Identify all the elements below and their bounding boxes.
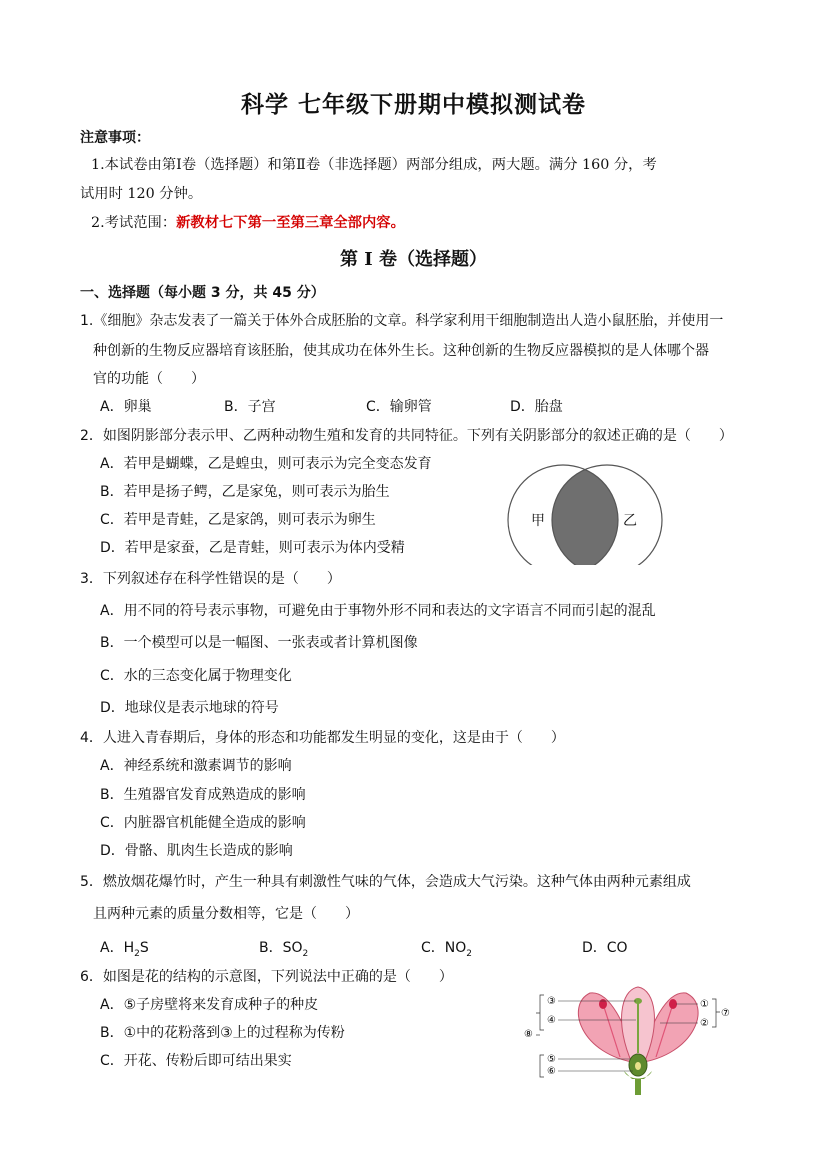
part-heading: 一、选择题（每小题 3 分，共 45 分） <box>80 285 325 301</box>
bracket-7 <box>712 999 720 1027</box>
bracket-8-top <box>536 995 544 1030</box>
flower-structure-diagram <box>520 985 760 1095</box>
q5-option-a-subscript: 2 <box>134 948 140 959</box>
label-5: ⑤ <box>547 1054 556 1065</box>
q5-option-c-subscript: 2 <box>466 948 473 959</box>
q1-stem-2: 种创新的生物反应器培育该胚胎，使其成功在体外生长。这种创新的生物反应器模拟的是人体哪个器 <box>93 343 709 359</box>
q3-option-b: B．一个模型可以是一幅图、一张表或者计算机图像 <box>100 635 418 651</box>
q6-stem: 6．如图是花的结构的示意图，下列说法中正确的是（ ） <box>80 969 453 985</box>
notice-line-2-prefix: 2.考试范围： <box>91 215 177 231</box>
q5-option-b <box>259 937 308 959</box>
q1-stem-3: 官的功能（ ） <box>93 371 205 387</box>
q5-option-c-prefix: C．NO <box>421 940 467 956</box>
exam-scope: 新教材七下第一至第三章全部内容。 <box>176 215 405 231</box>
q6-option-b: B．①中的花粉落到③上的过程称为传粉 <box>100 1025 345 1041</box>
q4-option-a: A．神经系统和激素调节的影响 <box>100 758 292 774</box>
q2-stem: 2．如图阴影部分表示甲、乙两种动物生殖和发育的共同特征。下列有关阴影部分的叙述正确的是（ ） <box>80 428 733 444</box>
label-7: ⑦ <box>721 1008 730 1019</box>
q4-stem: 4．人进入青春期后，身体的形态和功能都发生明显的变化，这是由于（ ） <box>80 730 565 746</box>
q1-stem-1: 1.《细胞》杂志发表了一篇关于体外合成胚胎的文章。科学家利用干细胞制造出人造小鼠胚胎，并使用一 <box>80 313 724 329</box>
q6-option-a: A．⑤子房壁将来发育成种子的种皮 <box>100 997 319 1013</box>
q5-option-b-prefix: B．SO <box>259 940 303 956</box>
label-8: ⑧ <box>524 1029 533 1040</box>
label-1: ① <box>700 999 709 1010</box>
q4-option-d: D．骨骼、肌肉生长造成的影响 <box>100 843 293 859</box>
q2-option-a: A．若甲是蝴蝶，乙是蝗虫，则可表示为完全变态发育 <box>100 456 432 472</box>
section-title: 第 I 卷（选择题） <box>340 249 487 270</box>
label-2: ② <box>700 1018 709 1029</box>
q2-option-d: D．若甲是家蚕，乙是青蛙，则可表示为体内受精 <box>100 540 405 556</box>
q5-option-a-suffix: S <box>139 940 149 956</box>
q1-option-b: B．子宫 <box>224 399 276 415</box>
venn-diagram <box>505 445 665 565</box>
q2-option-c: C．若甲是青蛙，乙是家鸽，则可表示为卵生 <box>100 512 376 528</box>
q5-option-d: D．CO <box>582 940 628 956</box>
q1-option-d: D．胎盘 <box>510 399 563 415</box>
q3-option-c: C．水的三态变化属于物理变化 <box>100 668 292 684</box>
anther-left <box>599 999 607 1009</box>
q1-option-c: C．输卵管 <box>366 399 432 415</box>
q4-option-b: B．生殖器官发育成熟造成的影响 <box>100 787 306 803</box>
q6-option-c: C．开花、传粉后即可结出果实 <box>100 1053 292 1069</box>
label-6: ⑥ <box>547 1066 556 1077</box>
label-3: ③ <box>547 996 556 1007</box>
q5-option-a-prefix: A．H <box>100 940 135 956</box>
notice-heading: 注意事项： <box>80 130 150 146</box>
q4-option-c: C．内脏器官机能健全造成的影响 <box>100 815 306 831</box>
notice-line-1a: 1.本试卷由第Ⅰ卷（选择题）和第Ⅱ卷（非选择题）两部分组成，两大题。满分 160 分，考 <box>91 157 657 173</box>
notice-line-2 <box>91 212 405 232</box>
q5-option-b-subscript: 2 <box>302 948 309 959</box>
q5-option-c <box>421 937 472 959</box>
ovule <box>635 1062 641 1070</box>
q5-stem-2: 且两种元素的质量分数相等，它是（ ） <box>93 906 359 922</box>
q3-stem: 3．下列叙述存在科学性错误的是（ ） <box>80 571 341 587</box>
venn-label-right: 乙 <box>623 513 637 529</box>
q5-option-a <box>100 937 149 959</box>
q3-option-a: A．用不同的符号表示事物，可避免由于事物外形不同和表达的文字语言不同而引起的混乱 <box>100 603 656 619</box>
bracket-8-bottom <box>540 1055 544 1077</box>
anther-right <box>669 999 677 1009</box>
page-title: 科学 七年级下册期中模拟测试卷 <box>240 91 586 118</box>
q1-option-a: A．卵巢 <box>100 399 152 415</box>
label-4: ④ <box>547 1015 556 1026</box>
notice-line-1b: 试用时 120 分钟。 <box>80 186 203 202</box>
stem <box>635 1079 641 1095</box>
venn-label-left: 甲 <box>531 513 545 529</box>
q2-option-b: B．若甲是扬子鳄，乙是家兔，则可表示为胎生 <box>100 484 390 500</box>
q5-stem-1: 5．燃放烟花爆竹时，产生一种具有刺激性气味的气体，会造成大气污染。这种气体由两种元素组成 <box>80 874 691 890</box>
q3-option-d: D．地球仪是表示地球的符号 <box>100 700 279 716</box>
